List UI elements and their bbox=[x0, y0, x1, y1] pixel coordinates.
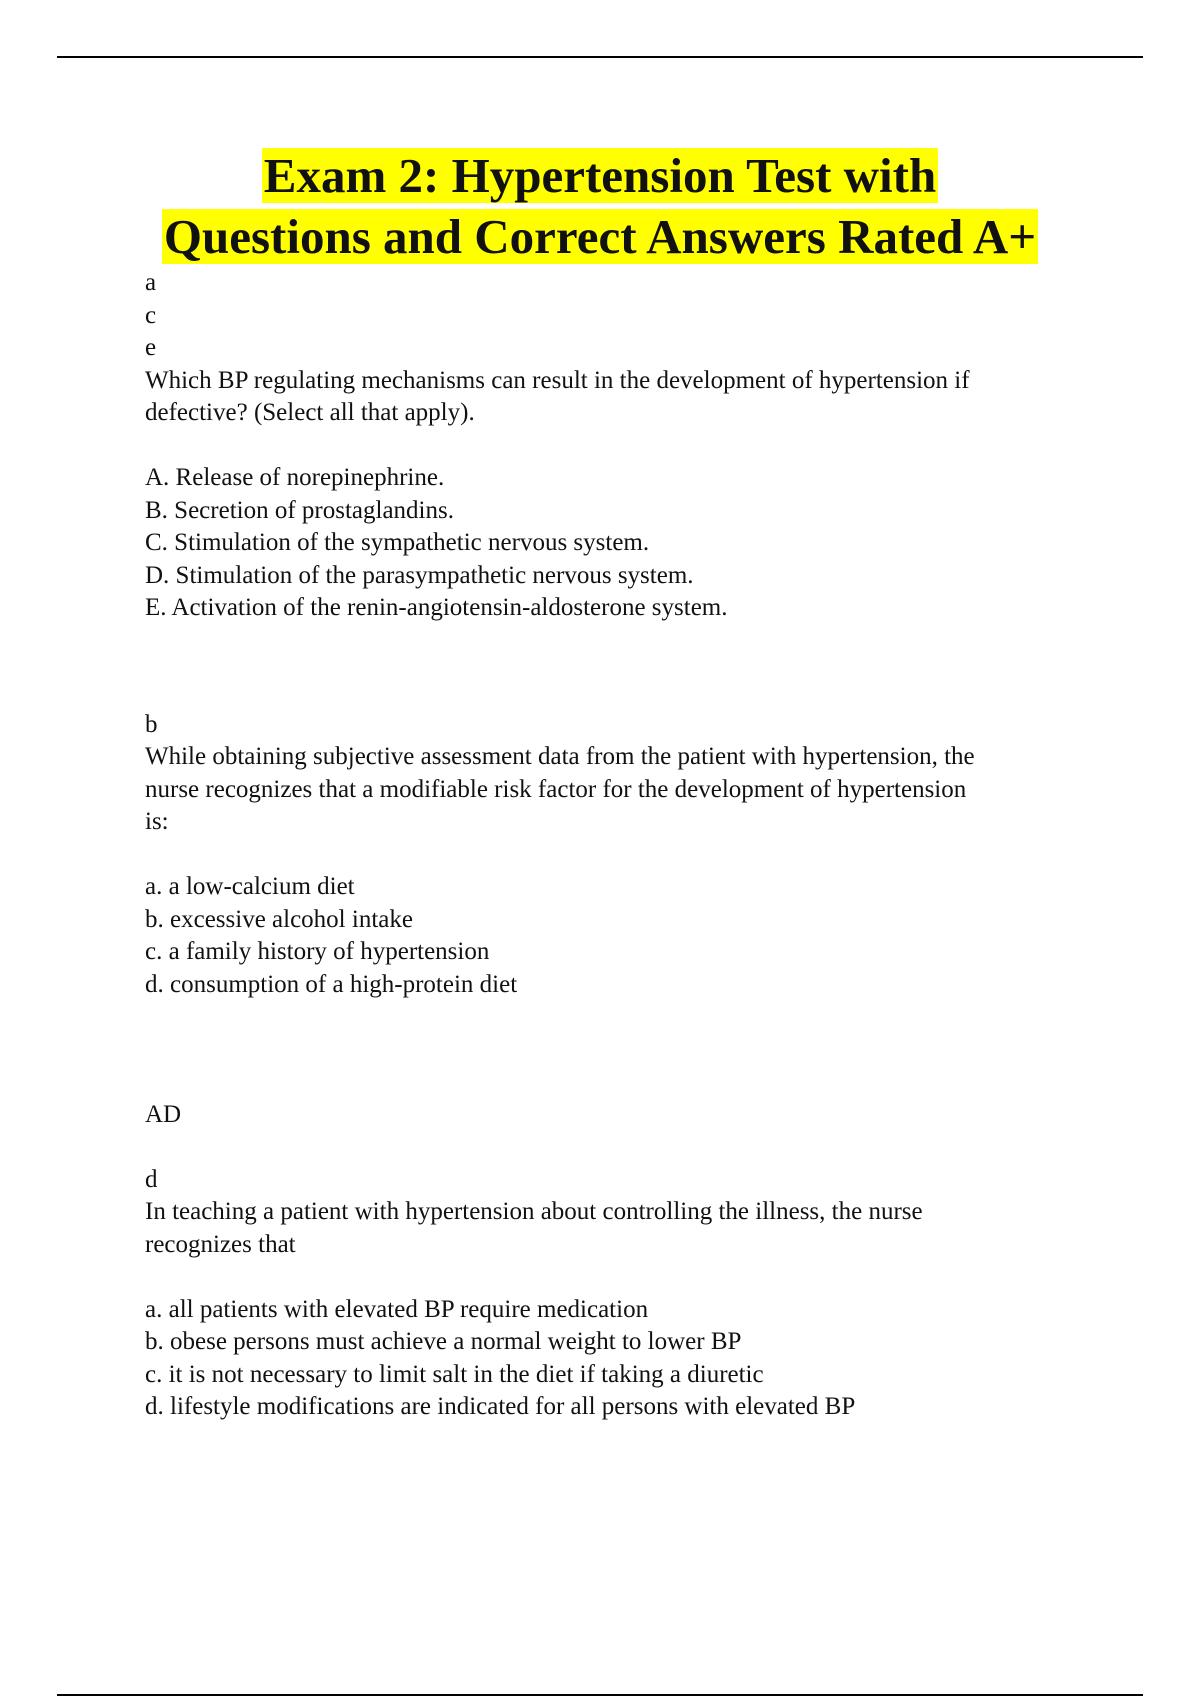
question-prompt-line: Which BP regulating mechanisms can result in the development of hypertension if bbox=[145, 366, 970, 394]
top-rule bbox=[57, 56, 1143, 58]
option-line: d. consumption of a high-protein diet bbox=[145, 970, 518, 998]
option-line: A. Release of norepinephrine. bbox=[145, 464, 445, 491]
answer-key-line: b bbox=[145, 710, 158, 738]
standalone-answer: AD bbox=[145, 1100, 182, 1128]
question-prompt-line: nurse recognizes that a modifiable risk factor for the development of hypertension bbox=[145, 775, 967, 803]
answer-key-line: c bbox=[145, 301, 157, 329]
answer-key-line: a bbox=[145, 269, 157, 296]
option-line: c. it is not necessary to limit salt in the diet if taking a diuretic bbox=[145, 1360, 764, 1388]
question-prompt-line: While obtaining subjective assessment data from the patient with hypertension, the bbox=[145, 743, 975, 770]
option-line: B. Secretion of prostaglandins. bbox=[145, 496, 454, 524]
document-body bbox=[145, 267, 1105, 1424]
question-prompt-line: is: bbox=[145, 808, 169, 835]
question-1 bbox=[145, 267, 1105, 625]
page-title bbox=[100, 145, 1100, 267]
answer-key-line: e bbox=[145, 334, 157, 361]
option-line: D. Stimulation of the parasympathetic nervous system. bbox=[145, 561, 694, 589]
option-line: b. obese persons must achieve a normal weight to lower BP bbox=[145, 1328, 742, 1355]
option-line: C. Stimulation of the sympathetic nervous system. bbox=[145, 529, 650, 556]
option-line: a. a low-calcium diet bbox=[145, 873, 355, 900]
answer-key-line: d bbox=[145, 1165, 158, 1193]
question-prompt-line: recognizes that bbox=[145, 1230, 296, 1258]
title-line-1: Exam 2: Hypertension Test with bbox=[263, 148, 937, 203]
title-line-2: Questions and Correct Answers Rated A+ bbox=[163, 209, 1037, 264]
option-line: b. excessive alcohol intake bbox=[145, 905, 413, 933]
option-line: E. Activation of the renin-angiotensin-aldosterone system. bbox=[145, 594, 728, 621]
question-prompt-line: defective? (Select all that apply). bbox=[145, 399, 475, 426]
option-line: c. a family history of hypertension bbox=[145, 938, 490, 965]
option-line: d. lifestyle modifications are indicated for all persons with elevated BP bbox=[145, 1393, 856, 1420]
question-prompt-line: In teaching a patient with hypertension about controlling the illness, the nurse bbox=[145, 1198, 923, 1225]
option-line: a. all patients with elevated BP require medication bbox=[145, 1295, 649, 1323]
question-3 bbox=[145, 1099, 1105, 1424]
question-2 bbox=[145, 709, 1105, 1002]
bottom-rule bbox=[57, 1694, 1143, 1696]
